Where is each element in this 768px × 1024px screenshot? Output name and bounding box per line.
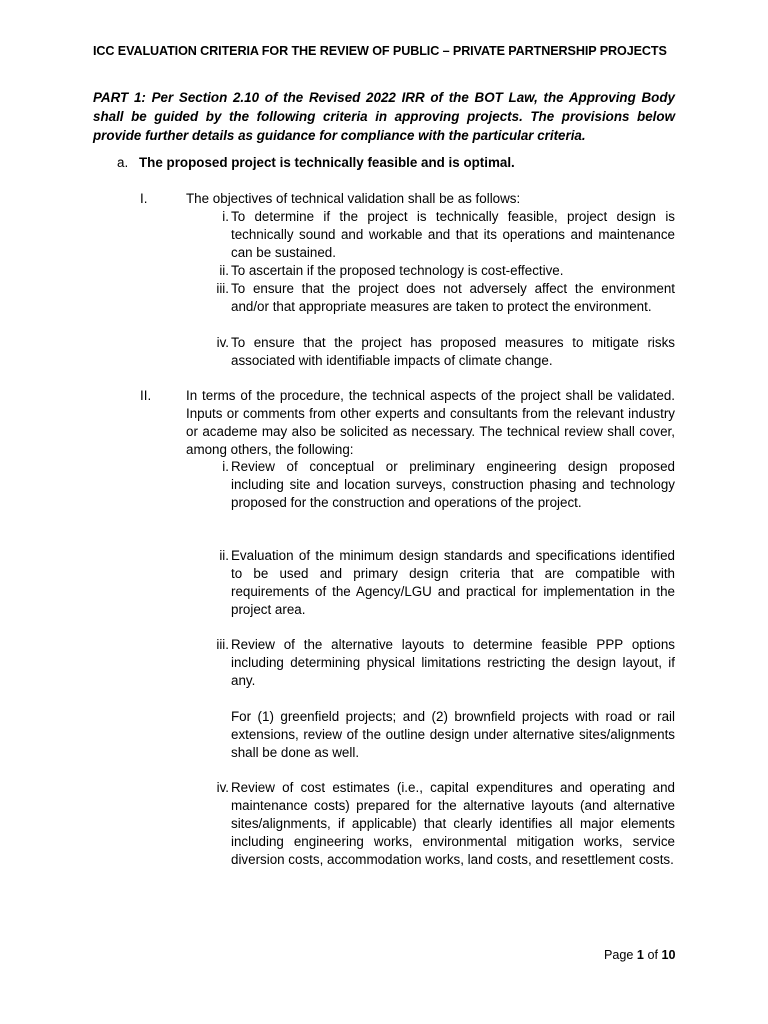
list-item-text: To ensure that the project has proposed measures to mitigate risks associated with identifiable impacts of climate change. xyxy=(231,335,675,368)
list-marker: i. xyxy=(222,459,229,474)
item-I-text: The objectives of technical validation shall be as follows: xyxy=(186,191,521,206)
list-marker: ii. xyxy=(219,548,229,563)
list-item-text: To ensure that the project does not adversely affect the environment and/or that appropriate measures are taken to protect the environment. xyxy=(231,281,675,314)
list-marker: ii. xyxy=(219,263,229,278)
page-total: 10 xyxy=(661,948,676,962)
document-header: ICC EVALUATION CRITERIA FOR THE REVIEW OF PUBLIC – PRIVATE PARTNERSHIP PROJECTS xyxy=(93,44,667,58)
item-II-marker: II. xyxy=(140,388,152,403)
list-item-text: Review of cost estimates (i.e., capital expenditures and operating and maintenance costs) prepared for the alternative layouts (and alternative sites/alignments, if applicable) that clearly identifies all major elements including engineering works, environmental mitigation works, service diversion costs, accommodation works, land costs, and resettlement costs. xyxy=(231,780,675,867)
list-item-text: Review of conceptual or preliminary engineering design proposed including site and location surveys, construction phasing and technology proposed for the construction and operations of the project. xyxy=(231,459,675,510)
list-item-text: To determine if the project is technically feasible, project design is technically sound and workable and that its operations and maintenance can be sustained. xyxy=(231,209,675,260)
list-marker: iii. xyxy=(216,281,229,296)
list-marker: iv. xyxy=(216,780,229,795)
list-item-paragraph: Review of the alternative layouts to determine feasible PPP options including determining physical limitations restricting the design layout, if any. xyxy=(231,637,675,688)
list-marker: iii. xyxy=(216,637,229,652)
list-item-text xyxy=(231,636,675,762)
page-number xyxy=(604,946,675,964)
page-label: Page xyxy=(604,948,634,962)
list-item-paragraph: For (1) greenfield projects; and (2) brownfield projects with road or rail extensions, review of the outline design under alternative sites/alignments shall be done as well. xyxy=(231,709,675,760)
list-marker: i. xyxy=(222,209,229,224)
part-1-intro: PART 1: Per Section 2.10 of the Revised 2022 IRR of the BOT Law, the Approving Body shall be guided by the following criteria in approving projects. The provisions below provide further details as guidance for compliance with the particular criteria. xyxy=(93,90,675,143)
item-II-text: In terms of the procedure, the technical aspects of the project shall be validated. Inputs or comments from other experts and consultants from the relevant industry or academe may also be solicited as necessary. The technical review shall cover, among others, the following: xyxy=(186,388,675,457)
page-current: 1 xyxy=(636,948,644,962)
section-a-title: The proposed project is technically feasible and is optimal. xyxy=(139,155,515,170)
item-I-marker: I. xyxy=(140,191,148,206)
page-of: of xyxy=(647,948,658,962)
list-item-text: To ascertain if the proposed technology is cost-effective. xyxy=(231,263,564,278)
section-a-marker: a. xyxy=(117,155,129,170)
list-marker: iv. xyxy=(216,335,229,350)
list-item-text: Evaluation of the minimum design standards and specifications identified to be used and primary design criteria that are compatible with requirements of the Agency/LGU and practical for implementation in the project area. xyxy=(231,548,675,617)
